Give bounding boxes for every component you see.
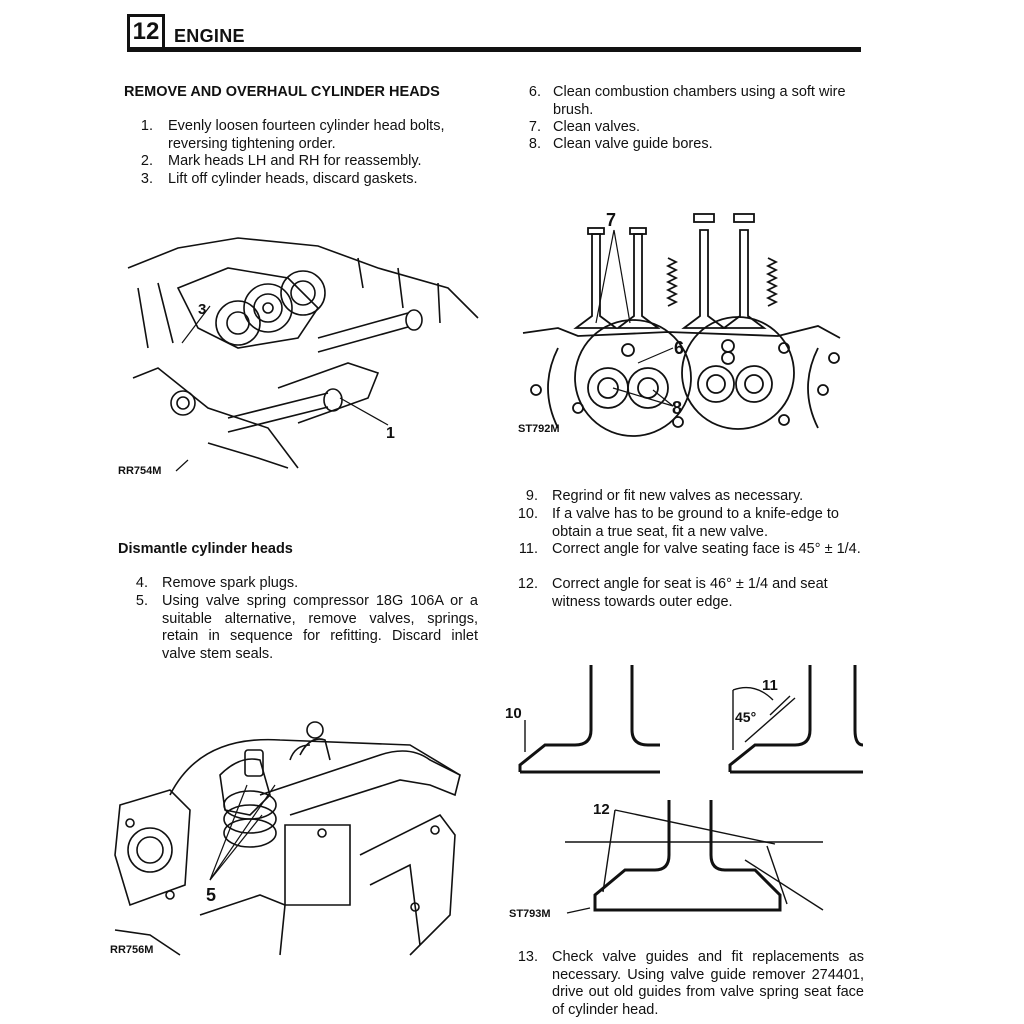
- list-item: 4. Remove spark plugs.: [135, 575, 299, 591]
- steps-remove-overhaul: [140, 118, 480, 189]
- figure-code-st793m: ST793M: [509, 908, 551, 920]
- callout-5: 5: [206, 885, 217, 905]
- steps-guides: [512, 949, 864, 1019]
- figure-st793m: [505, 660, 865, 920]
- list-item: 2. Mark heads LH and RH for reassembly.: [140, 153, 422, 169]
- header-rule: [127, 47, 861, 52]
- section-number: 12: [132, 18, 160, 45]
- callout-10: 10: [505, 705, 522, 722]
- callout-12: 12: [593, 801, 610, 818]
- figure-st792m: [518, 198, 848, 438]
- list-item: 12. Correct angle for seat is 46° ± 1/4 and seat witness towards outer edge.: [517, 576, 828, 610]
- list-item: 11. Correct angle for valve seating face is 45° ± 1/4.: [518, 541, 861, 557]
- figure-code-rr754m: RR754M: [118, 465, 162, 477]
- list-item: 7. Clean valves.: [528, 119, 641, 135]
- steps-dismantle: [135, 575, 481, 663]
- callout-7: 7: [606, 210, 617, 230]
- angle-45: 45°: [735, 709, 757, 725]
- list-item: 6. Clean combustion chambers using a soft wire brush.: [528, 84, 846, 118]
- callout-6: 6: [674, 338, 685, 358]
- steps-regrind: [512, 488, 864, 611]
- list-item: 1. Evenly loosen fourteen cylinder head bolts, reversing tightening order.: [140, 118, 445, 152]
- callout-8: 8: [672, 398, 683, 418]
- callout-1: 1: [386, 425, 395, 442]
- figure-rr756m: [110, 715, 470, 960]
- figure-rr754m: [118, 228, 490, 490]
- callout-3: 3: [198, 301, 207, 318]
- list-item: 3. Lift off cylinder heads, discard gaskets.: [140, 171, 418, 187]
- callout-11: 11: [762, 677, 778, 694]
- list-item: 9. Regrind or fit new valves as necessary.: [525, 488, 804, 504]
- section-title: ENGINE: [174, 26, 245, 46]
- list-item: 8. Clean valve guide bores.: [528, 136, 713, 152]
- list-item: 5. Using valve spring compressor 18G 106A or a suitable alternative, remove valves, springs, retain in sequence for refitting. Discard inlet valve stem seals.: [135, 593, 478, 662]
- heading-dismantle: Dismantle cylinder heads: [118, 541, 293, 557]
- steps-clean: [515, 84, 865, 154]
- list-item: 10. If a valve has to be ground to a knife-edge to obtain a true seat, fit a new valve.: [517, 506, 839, 540]
- figure-code-rr756m: RR756M: [110, 944, 154, 956]
- heading-remove-overhaul: REMOVE AND OVERHAUL CYLINDER HEADS: [124, 84, 440, 100]
- figure-code-st792m: ST792M: [518, 423, 560, 435]
- list-item: 13. Check valve guides and fit replacements as necessary. Using valve guide remover 274401, drive out old guides from valve spring seat face of cylinder head.: [517, 949, 864, 1018]
